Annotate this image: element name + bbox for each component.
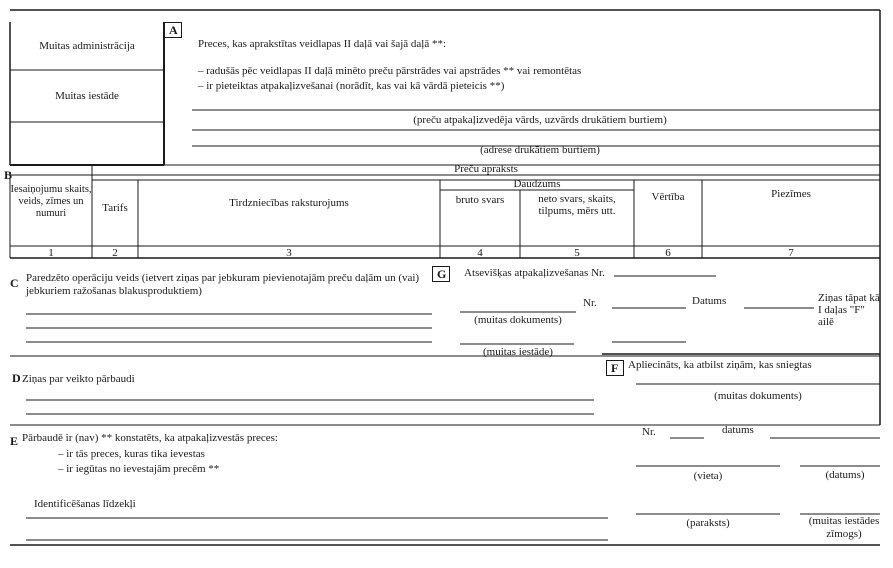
f-nr-label: Nr. [642, 426, 656, 438]
section-a-item-processed: – radušās pēc veidlapas II daļā minēto preču pārstrādes vai apstrādes ** vai remontētas [198, 65, 582, 77]
section-e-tag: E [10, 434, 19, 448]
customs-office-label: Muitas iestāde [55, 90, 119, 102]
col-number-6: 6 [665, 247, 671, 259]
col-number-2: 2 [112, 247, 118, 259]
col-net-header: neto svars, skaits, tilpums, mērs utt. [538, 193, 616, 217]
inspection-result-item2: – ir iegūtas no ievestajām precēm ** [58, 463, 220, 475]
goods-description-title: Preču apraksts [454, 163, 518, 175]
f-date-label: datums [722, 424, 754, 436]
exporter-name-caption: (preču atpakaļizvedēja vārds, uzvārds drukātiem burtiem) [413, 114, 667, 126]
g-customs-document-caption: (muitas dokuments) [474, 314, 562, 326]
f-date-caption: (datums) [825, 469, 865, 481]
g-date-label: Datums [692, 295, 727, 307]
place-caption: (vieta) [693, 470, 723, 482]
section-f-tag: F [606, 360, 624, 376]
col-commercial-header: Tirdzniecības raksturojums [229, 197, 349, 209]
address-caption: (adrese drukātiem burtiem) [480, 144, 600, 156]
g-customs-office-caption: (muitas iestāde) [483, 346, 553, 358]
inspection-details-label: Ziņas par veikto pārbaudi [22, 373, 135, 385]
stamp-caption: (muitas iestādes zīmogs) [808, 515, 880, 540]
col-packages-header: Iesaiņojumu skaits, veids, zīmes un numuri [10, 184, 92, 219]
section-a-item-declared: – ir pieteiktas atpakaļizvešanai (norādīt, kas vai kā vārdā pieteicis **) [198, 80, 505, 92]
inspection-result-item1: – ir tās preces, kuras tika ievestas [58, 448, 205, 460]
section-c-tag: C [10, 276, 19, 290]
section-d-tag: D [12, 371, 21, 385]
section-a-tag: A [164, 22, 182, 38]
col-notes-header: Piezīmes [771, 188, 811, 200]
col-number-3: 3 [286, 247, 292, 259]
g-nr-label: Nr. [583, 297, 597, 309]
intended-operations-text: Paredzēto operāciju veids (ietvert ziņas par jebkuram pievienotajām preču daļām un (vai) jebkuriem ražošanas blakusproduktiem) [26, 272, 420, 297]
f-customs-document-caption: (muitas dokuments) [714, 390, 802, 402]
col-value-header: Vērtība [651, 191, 685, 203]
certified-text: Apliecināts, ka atbilst ziņām, kas sniegtas [628, 359, 812, 371]
customs-administration-label: Muitas administrācija [39, 40, 135, 52]
col-tariff-header: Tarifs [102, 202, 128, 214]
section-g-tag: G [432, 266, 450, 282]
inspection-result-heading: Pārbaudē ir (nav) ** konstatēts, ka atpakaļizvestās preces: [22, 432, 278, 444]
col-number-7: 7 [788, 247, 794, 259]
section-a-heading: Preces, kas aprakstītas veidlapas II daļā vai šajā daļā **: [198, 38, 447, 50]
col-gross-header: bruto svars [455, 194, 505, 206]
quantity-group-header: Daudzums [513, 178, 561, 190]
section-b-tag: B [4, 168, 13, 182]
col-number-4: 4 [477, 247, 483, 259]
separate-reexport-label: Atsevišķas atpakaļizvešanas Nr. [464, 267, 605, 279]
col-number-1: 1 [48, 247, 54, 259]
signature-caption: (paraksts) [686, 517, 730, 529]
col-number-5: 5 [574, 247, 580, 259]
identification-means-label: Identificēšanas līdzekļi [34, 498, 136, 510]
same-as-part-i-note: Ziņas tāpat kā I daļas "F" ailē [818, 292, 880, 328]
